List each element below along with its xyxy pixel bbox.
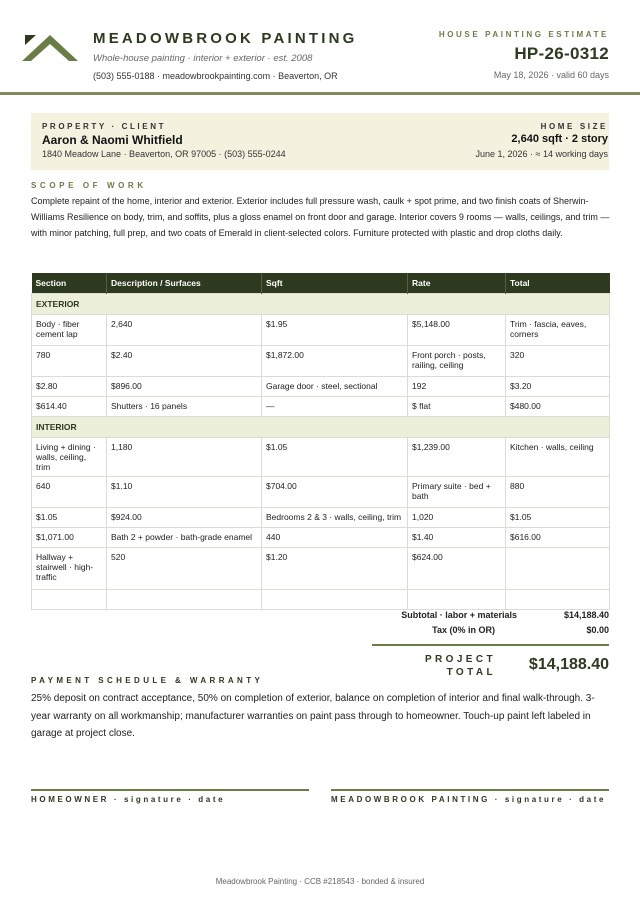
client-box [31, 113, 609, 170]
home-size-label: HOME SIZE [540, 122, 608, 131]
table-row [32, 314, 610, 345]
home-size-value: 2,640 sqft · 2 story [511, 133, 608, 145]
table-cell [506, 547, 610, 589]
tax-label: Tax (0% in OR) [432, 625, 495, 635]
table-row [32, 507, 610, 527]
section-row-exterior [32, 293, 610, 314]
estimate-date: May 18, 2026 · valid 60 days [493, 70, 609, 80]
table-cell: Living + dining · walls, ceiling, trim [32, 437, 107, 476]
line-items-table [31, 273, 610, 610]
company-signature-line[interactable] [331, 789, 609, 791]
tax-value: $0.00 [586, 625, 609, 635]
table-cell: $480.00 [506, 396, 610, 416]
subtotal-label: Subtotal · labor + materials [401, 610, 517, 620]
table-cell [506, 589, 610, 609]
header-total: Total [506, 273, 610, 293]
table-cell: $614.40 [32, 396, 107, 416]
table-cell: 320 [506, 345, 610, 376]
table-cell: 1,180 [107, 437, 262, 476]
scope-title: SCOPE OF WORK [31, 181, 147, 190]
table-row [32, 527, 610, 547]
table-cell: Kitchen · walls, ceiling [506, 437, 610, 476]
homeowner-signature-line[interactable] [31, 789, 309, 791]
table-cell: $2.80 [32, 376, 107, 396]
estimate-block [439, 30, 609, 80]
section-row-interior [32, 416, 610, 437]
table-cell: $1.05 [262, 437, 408, 476]
table-cell: $1,239.00 [408, 437, 506, 476]
table-cell: Body · fiber cement lap [32, 314, 107, 345]
header-sqft: Sqft [262, 273, 408, 293]
table-cell: $1,071.00 [32, 527, 107, 547]
table-cell: $1.20 [262, 547, 408, 589]
table-row [32, 345, 610, 376]
table-cell: $1.40 [408, 527, 506, 547]
table-cell: Primary suite · bed + bath [408, 476, 506, 507]
table-cell: $5,148.00 [408, 314, 506, 345]
company-signature-label: MEADOWBROOK PAINTING · signature · date [331, 795, 607, 804]
section-name: EXTERIOR [32, 293, 610, 314]
header-description: Description / Surfaces [107, 273, 262, 293]
table-cell: 192 [408, 376, 506, 396]
section-name: INTERIOR [32, 416, 610, 437]
company-contact: (503) 555-0188 · meadowbrookpainting.com · Beaverton, OR [93, 71, 338, 81]
client-label: PROPERTY · CLIENT [42, 122, 167, 131]
table-row [32, 476, 610, 507]
payment-title: PAYMENT SCHEDULE & WARRANTY [31, 676, 264, 685]
client-name: Aaron & Naomi Whitfield [42, 133, 183, 147]
table-cell: $1.05 [506, 507, 610, 527]
table-cell: $ flat [408, 396, 506, 416]
homeowner-signature-label: HOMEOWNER · signature · date [31, 795, 226, 804]
estimate-label: HOUSE PAINTING ESTIMATE [438, 30, 609, 39]
table-cell: 880 [506, 476, 610, 507]
table-cell: $616.00 [506, 527, 610, 547]
table-cell: $1.05 [32, 507, 107, 527]
table-cell: Shutters · 16 panels [107, 396, 262, 416]
table-cell: $704.00 [262, 476, 408, 507]
footer: Meadowbrook Painting · CCB #218543 · bonded & insured [215, 877, 425, 886]
table-header-row [32, 273, 610, 293]
table-cell: $1.95 [262, 314, 408, 345]
table-cell: $924.00 [107, 507, 262, 527]
table-cell: $1.10 [107, 476, 262, 507]
table-row [32, 547, 610, 589]
table-cell [32, 589, 107, 609]
table-cell: $624.00 [408, 547, 506, 589]
table-cell: 520 [107, 547, 262, 589]
company-block [93, 30, 358, 81]
table-cell: Trim · fascia, eaves, corners [506, 314, 610, 345]
header-section: Section [32, 273, 107, 293]
payment-text: 25% deposit on contract acceptance, 50% on completion of exterior, balance on completion of interior and final walk-through. 3-year warranty on all workmanship; manufacturer warranties on paint pass through to homeowner. Touch-up paint left labeled in garage at project close. [31, 693, 595, 739]
client-address: 1840 Meadow Lane · Beaverton, OR 97005 · (503) 555-0244 [42, 149, 286, 159]
company-name: MEADOWBROOK PAINTING [93, 30, 358, 47]
table-cell: Hallway + stairwell · high-traffic [32, 547, 107, 589]
subtotal-value: $14,188.40 [563, 610, 609, 620]
table-cell: Garage door · steel, sectional [262, 376, 408, 396]
house-roof-icon [22, 33, 78, 61]
header-rate: Rate [408, 273, 506, 293]
estimate-number: HP-26-0312 [514, 44, 609, 63]
table-row [32, 589, 610, 609]
total-divider [372, 644, 609, 646]
table-row [32, 376, 610, 396]
table-cell: $1,872.00 [262, 345, 408, 376]
project-total-value: $14,188.40 [528, 656, 609, 673]
table-cell: Front porch · posts, railing, ceiling [408, 345, 506, 376]
table-cell [408, 589, 506, 609]
table-cell [262, 589, 408, 609]
table-cell: — [262, 396, 408, 416]
table-cell: 640 [32, 476, 107, 507]
table-cell: $2.40 [107, 345, 262, 376]
header-divider [0, 92, 640, 95]
table-cell [107, 589, 262, 609]
scope-text: Complete repaint of the home, interior and exterior. Exterior includes full pressure wash, caulk + spot prime, and two finish coats of Sherwin-Williams Resilience on body, trim, and soffits, plus a gloss enamel on front door and garage. Interior covers 9 rooms — walls, ceilings, and trim — with minor patching, full prep, and two coats of Emerald in client-selected colors. Furniture protected with plastic and drop cloths daily. [31, 196, 610, 238]
project-total-label: PROJECT TOTAL [424, 654, 496, 678]
table-cell: Bath 2 + powder · bath-grade enamel [107, 527, 262, 547]
table-row [32, 396, 610, 416]
table-cell: 1,020 [408, 507, 506, 527]
table-row [32, 437, 610, 476]
schedule-value: June 1, 2026 · ≈ 14 working days [475, 149, 608, 159]
table-cell: 2,640 [107, 314, 262, 345]
table-cell: 780 [32, 345, 107, 376]
table-cell: 440 [262, 527, 408, 547]
table-cell: $896.00 [107, 376, 262, 396]
table-cell: $3.20 [506, 376, 610, 396]
table-cell: Bedrooms 2 & 3 · walls, ceiling, trim [262, 507, 408, 527]
company-tagline: Whole-house painting · interior + exterior · est. 2008 [93, 53, 313, 64]
